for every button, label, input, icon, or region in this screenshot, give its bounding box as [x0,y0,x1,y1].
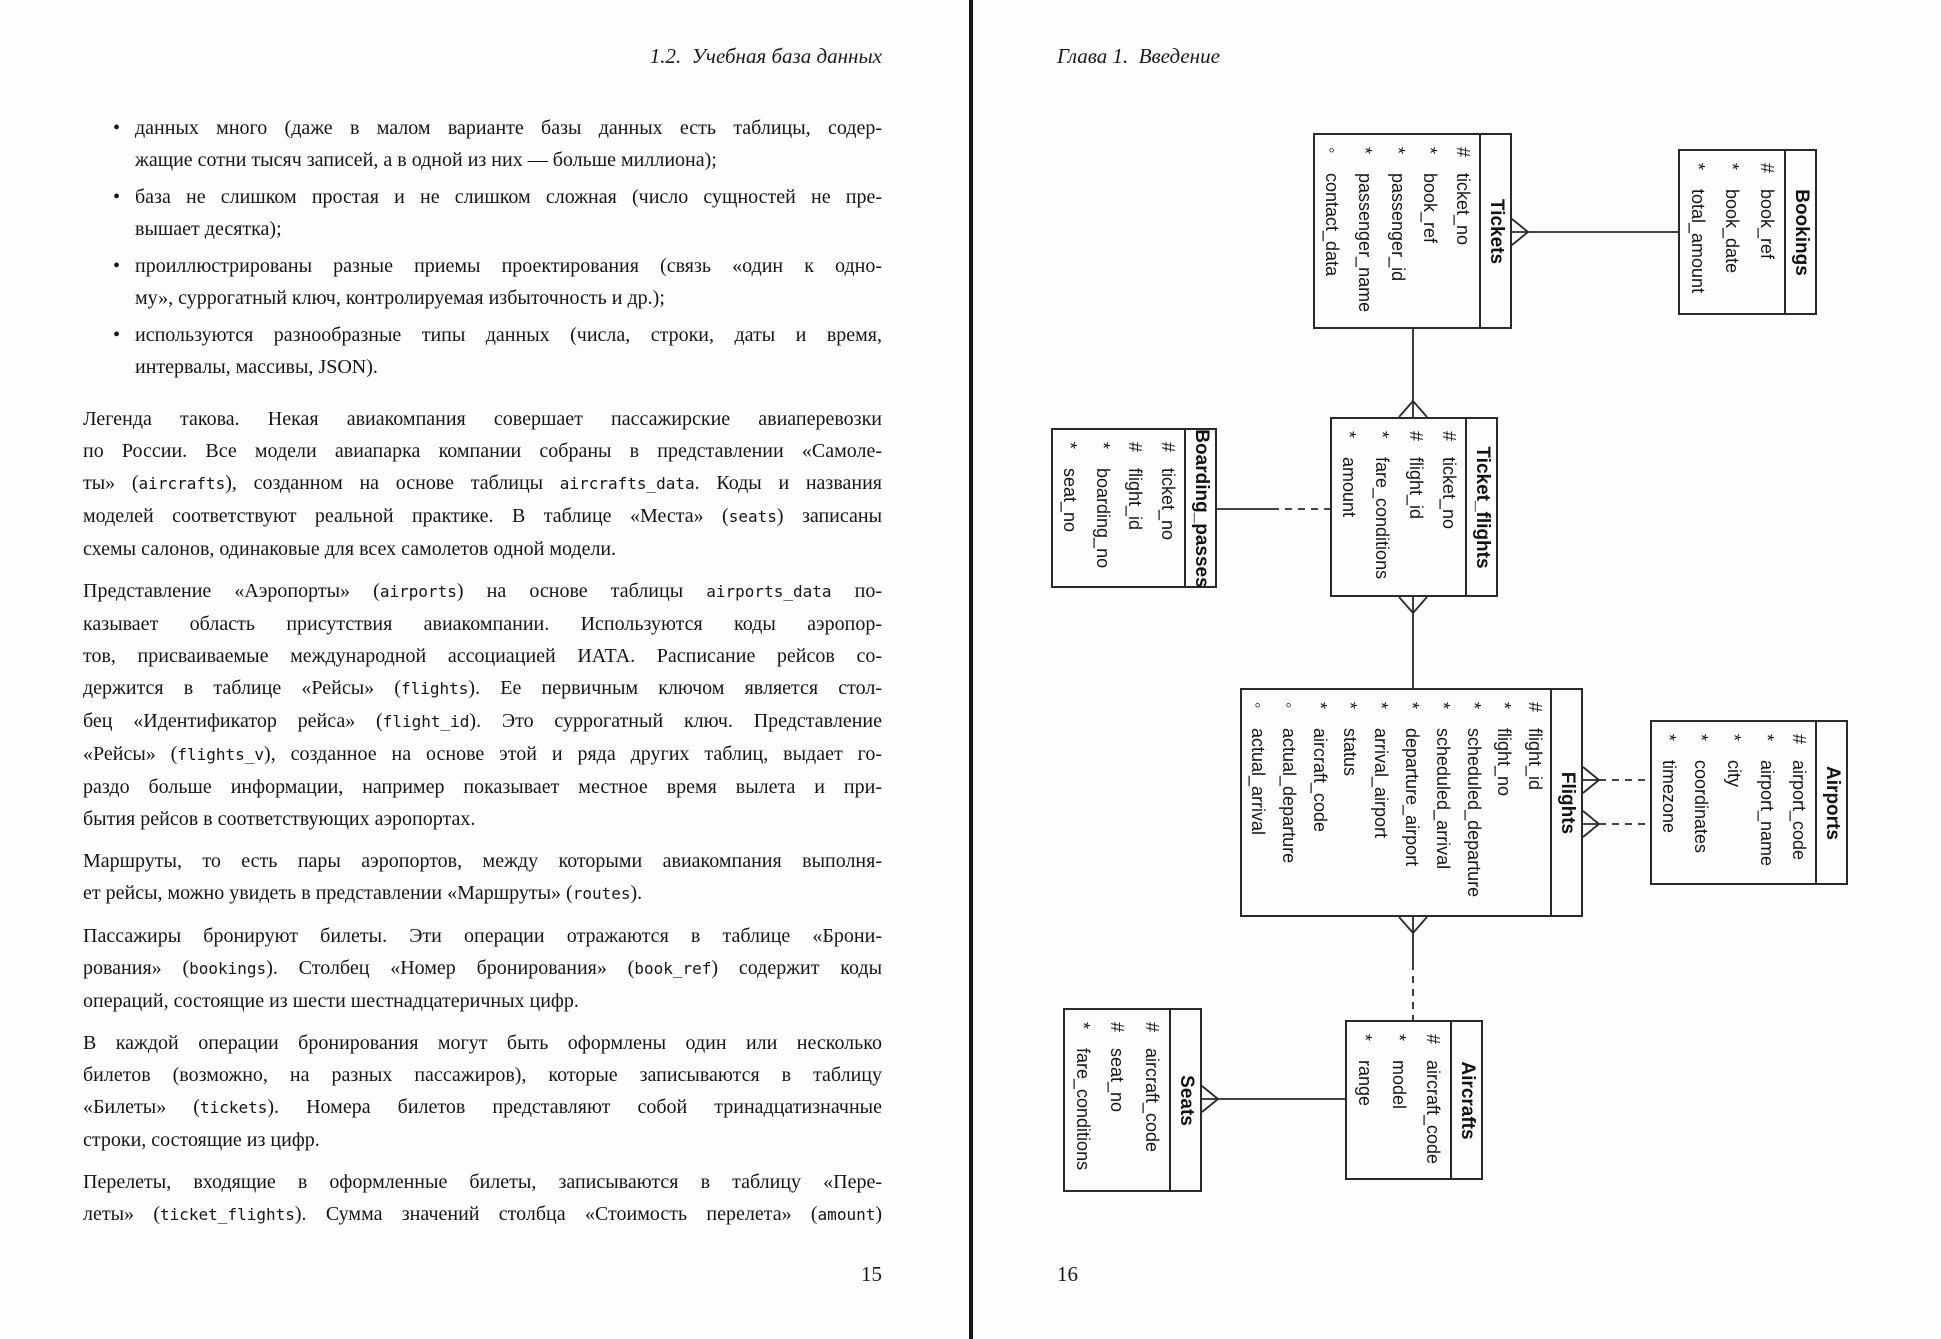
paragraph [83,575,882,835]
entity-column-row: * departure_airport [1401,702,1422,867]
text-line: проиллюстрированы разные приемы проектирования (связь «один к одно- [135,255,882,277]
entity-columns [1347,1022,1450,1179]
entity-column-row: * passenger_name [1354,147,1375,313]
entity-title: Bookings [1784,151,1816,314]
entity-column-row: * amount [1339,431,1360,518]
entity-column-row: # flight_id [1125,442,1146,531]
text-line: операций, состоящие из шести шестнадцатеричных цифр. [83,990,579,1012]
entity-columns [1680,151,1784,314]
entity-bookings [1678,149,1817,315]
entity-columns [1242,690,1550,916]
entity-title: Aircrafts [1450,1022,1482,1179]
text-line: бец «Идентификатор рейса» (flight_id). Это суррогатный ключ. Представление [83,710,882,732]
bullet-marker-icon: • [113,117,121,139]
entity-column-row: * boarding_no [1092,442,1113,569]
entity-column-row: * total_amount [1687,163,1708,294]
entity-aircrafts [1345,1020,1483,1180]
entity-column-row: * book_ref [1420,147,1441,244]
text-line: ет рейсы, можно увидеть в представлении «Маршруты» (routes). [83,882,643,904]
entity-column-row: # ticket_no [1158,442,1179,541]
text-line: данных много (даже в малом варианте базы данных есть таблицы, содер- [135,117,882,139]
text-line: тов, присваиваемые международной ассоциацией ИАТА. Расписание рейсов со- [83,645,882,667]
entity-ticket-flights [1330,417,1498,597]
entity-title: Airports [1815,722,1847,884]
text-line: бытия рейсов в соответствующих аэропортах. [83,808,476,830]
entity-column-row: * fare_conditions [1372,431,1393,580]
bullet-text [135,181,882,245]
entity-title: Flights [1550,690,1582,916]
entity-column-row: ◦ contact_data [1321,147,1342,277]
text-line: леты» (ticket_flights). Сумма значений столбца «Стоимость перелета» (amount) [83,1203,883,1225]
entity-column-row: * arrival_airport [1371,702,1392,839]
entity-flights [1240,688,1583,917]
text-line: Представление «Аэропорты» (airports) на основе таблицы airports_data по- [83,580,882,602]
entity-column-row: # seat_no [1107,1022,1128,1113]
text-line: интервалы, массивы, JSON). [135,356,378,378]
bullet-text [135,250,882,314]
text-line: по России. Все модели авиапарка компании собраны в представлении «Самоле- [83,440,882,462]
text-line: ты» (aircrafts), созданном на основе таблицы aircrafts_data. Коды и названия [83,472,882,494]
entity-column-row: * passenger_id [1387,147,1408,282]
entity-column-row: * scheduled_arrival [1432,702,1453,870]
page-divider [969,0,973,1339]
text-line: схемы салонов, одинаковые для всех самолетов одной модели. [83,538,617,560]
text-line: Пассажиры бронируют билеты. Эти операции отражаются в таблице «Брони- [83,925,882,947]
bullet-text [135,319,882,383]
entity-column-row: * model [1389,1034,1410,1110]
entity-seats [1063,1008,1202,1192]
entity-column-row: * book_date [1722,163,1743,274]
list-item [83,112,882,176]
entity-columns [1315,135,1479,328]
text-line: Перелеты, входящие в оформленные билеты, записываются в таблицу «Пере- [83,1171,882,1193]
paragraph [83,1027,882,1156]
running-head-left: 1.2. Учебная база данных [649,44,882,68]
entity-column-row: * scheduled_departure [1463,702,1484,898]
text-line: жащие сотни тысяч записей, а в одной из них — больше миллиона); [135,149,717,171]
running-head-right: Глава 1. Введение [1057,44,1220,68]
paragraph [83,845,882,910]
entity-column-row: # aircraft_code [1142,1022,1163,1153]
entity-column-row: # flight_id [1525,702,1546,791]
paragraph [83,1166,882,1231]
entity-title: Ticket_flights [1465,419,1497,596]
entity-column-row: * fare_conditions [1072,1022,1093,1171]
entity-column-row: * flight_no [1494,702,1515,797]
entity-boarding-passes [1051,428,1217,588]
entity-column-row: ◦ actual_departure [1278,702,1299,864]
entity-column-row: * range [1354,1034,1375,1107]
text-line: «Рейсы» (flights_v), созданное на основе этой и ряда других таблиц, выдает го- [83,743,882,765]
page-body-text [83,112,882,1241]
text-line: держится в таблице «Рейсы» (flights). Ее первичным ключом является стол- [83,677,883,699]
entity-airports [1650,720,1848,885]
entity-column-row: # ticket_no [1453,147,1474,246]
page-number-right: 16 [1057,1262,1078,1286]
entity-column-row: * timezone [1658,734,1679,834]
text-line: билетов (возможно, на разных пассажиров), которые записываются в таблицу [83,1064,882,1086]
entity-column-row: # book_ref [1757,163,1778,260]
entity-column-row: # flight_id [1405,431,1426,520]
entity-columns [1652,722,1815,884]
entity-column-row: # ticket_no [1438,431,1459,530]
entity-title: Boarding_passes [1184,430,1216,587]
list-item [83,319,882,383]
entity-column-row: * aircraft_code [1309,702,1330,833]
bullet-list [83,112,882,383]
entity-columns [1065,1010,1169,1191]
text-line: В каждой операции бронирования могут быть оформлены один или несколько [83,1032,882,1054]
text-line: Маршруты, то есть пары аэропортов, между которыми авиакомпания выполня- [83,850,882,872]
entity-column-row: # airport_code [1789,734,1810,861]
page-number-left: 15 [861,1262,882,1286]
entity-column-row: * status [1340,702,1361,777]
entity-columns [1332,419,1465,596]
bullet-text [135,112,882,176]
entity-tickets [1313,133,1512,329]
entity-column-row: * airport_name [1756,734,1777,867]
text-line: вышает десятка); [135,218,282,240]
text-line: «Билеты» (tickets). Номера билетов представляют собой тринадцатизначные [83,1096,882,1118]
entity-column-row: * coordinates [1691,734,1712,854]
text-line: му», суррогатный ключ, контролируемая избыточность и др.); [135,287,665,309]
text-line: Легенда такова. Некая авиакомпания совершает пассажирские авиаперевозки [83,408,882,430]
text-line: моделей соответствуют реальной практике. В таблице «Места» (seats) записаны [83,505,883,527]
list-item [83,250,882,314]
paragraph [83,403,882,565]
entity-columns [1053,430,1184,587]
page-left [83,0,882,1339]
entity-column-row: * seat_no [1059,442,1080,533]
text-line: рования» (bookings). Столбец «Номер бронирования» (book_ref) содержит коды [83,957,883,979]
bullet-marker-icon: • [113,186,121,208]
text-line: казывает область присутствия авиакомпании. Используются коды аэропор- [83,613,882,635]
bullet-marker-icon: • [113,324,121,346]
entity-title: Tickets [1479,135,1511,328]
text-line: используются разнообразные типы данных (числа, строки, даты и время, [135,324,882,346]
entity-column-row: * city [1724,734,1745,787]
text-line: раздо больше информации, например показывает местное время вылета и при- [83,776,882,798]
bullet-marker-icon: • [113,255,121,277]
entity-column-row: ◦ actual_arrival [1247,702,1268,836]
entity-title: Seats [1169,1010,1201,1191]
paragraph [83,920,882,1017]
entity-column-row: # aircraft_code [1423,1034,1444,1165]
text-line: строки, состоящие из цифр. [83,1129,320,1151]
list-item [83,181,882,245]
text-line: база не слишком простая и не слишком сложная (число сущностей не пре- [135,186,882,208]
